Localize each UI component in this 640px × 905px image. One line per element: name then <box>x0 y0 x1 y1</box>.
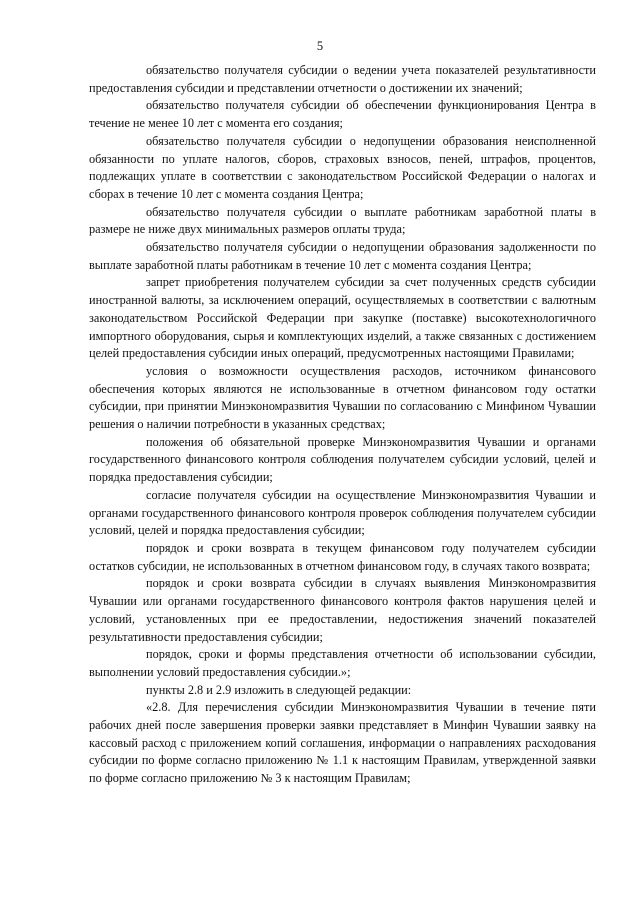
paragraph-unused-balance: условия о возможности осуществления расходов, источником финансового обеспечения которых являются не использованные в отчетном финансовом году остатки субсидии, при принятии Минэкономразвития Чувашии по согласованию с Минфином Чувашии решения о наличии потребности в указанных средствах; <box>89 363 596 432</box>
paragraph-currency-ban: запрет приобретения получателем субсидии за счет полученных средств субсидии иностранной валюты, за исключением операций, осуществляемых в соответствии с валютным законодательством Российской Федерации при закупке (поставке) высокотехнологичного импортного оборудования, сырья и комплектующих изделий, а также связанных с достижением целей предоставления субсидии иных операций, предусмотренных настоящими Правилами; <box>89 275 596 361</box>
paragraph-violation-return: порядок и сроки возврата субсидии в случаях выявления Минэкономразвития Чувашии или органами государственного финансового контроля фактов нарушения целей и условий, установленных при ее предоставлении, недостижения значений показателей результативности предоставления субсидии; <box>89 576 596 644</box>
page-number: 5 <box>316 39 324 53</box>
paragraph-item-2-8: «2.8. Для перечисления субсидии Минэкономразвития Чувашии в течение пяти рабочих дней после завершения проверки заявки представляет в Минфин Чувашии заявку на кассовый расход с приложением копий соглашения, информации о направлениях расходования субсидии по форме согласно приложению № 1.1 к настоящим Правилам, утвержденной заявки по форме согласно приложению № 3 к настоящим Правилам; <box>89 700 596 786</box>
paragraph-recording-results: обязательство получателя субсидии о ведении учета показателей результативности предоставления субсидии и представлении отчетности о достижении их значений; <box>89 63 596 95</box>
paragraph-reporting: порядок, сроки и формы представления отчетности об использовании субсидии, выполнении условий предоставления субсидии.»; <box>89 647 596 679</box>
paragraph-balance-return: порядок и сроки возврата в текущем финансовом году получателем субсидии остатков субсидии, не использованных в отчетном финансовом году, в случаях такого возврата; <box>89 540 596 573</box>
paragraph-minimum-wage: обязательство получателя субсидии о выплате работникам заработной платы в размере не ниже двух минимальных размеров оплаты труда; <box>89 204 596 237</box>
paragraph-no-wage-arrears: обязательство получателя субсидии о недопущении образования задолженности по выплате заработной платы работникам в течение 10 лет с момента создания Центра; <box>89 240 596 272</box>
paragraph-inspection-consent: согласие получателя субсидии на осуществление Минэкономразвития Чувашии и органами государственного финансового контроля проверок соблюдения получателем субсидии условий, целей и порядка предоставления субсидии; <box>89 487 596 538</box>
paragraph-no-tax-debt: обязательство получателя субсидии о недопущении образования неисполненной обязанности по уплате налогов, сборов, страховых взносов, пеней, штрафов, процентов, подлежащих уплате в соответствии с законодательством Российской Федерации о налогах и сборах в течение 10 лет с момента создания Центра; <box>89 133 596 201</box>
paragraph-mandatory-inspection: положения об обязательной проверке Минэкономразвития Чувашии и органами государственного финансового контроля соблюдения получателем субсидии условий, целей и порядка предоставления субсидии; <box>89 434 596 485</box>
document-body <box>89 62 596 788</box>
paragraph-amendment-intro: пункты 2.8 и 2.9 изложить в следующей редакции: <box>146 682 412 697</box>
paragraph-center-operation: обязательство получателя субсидии об обеспечении функционирования Центра в течение не менее 10 лет с момента его создания; <box>89 98 596 131</box>
